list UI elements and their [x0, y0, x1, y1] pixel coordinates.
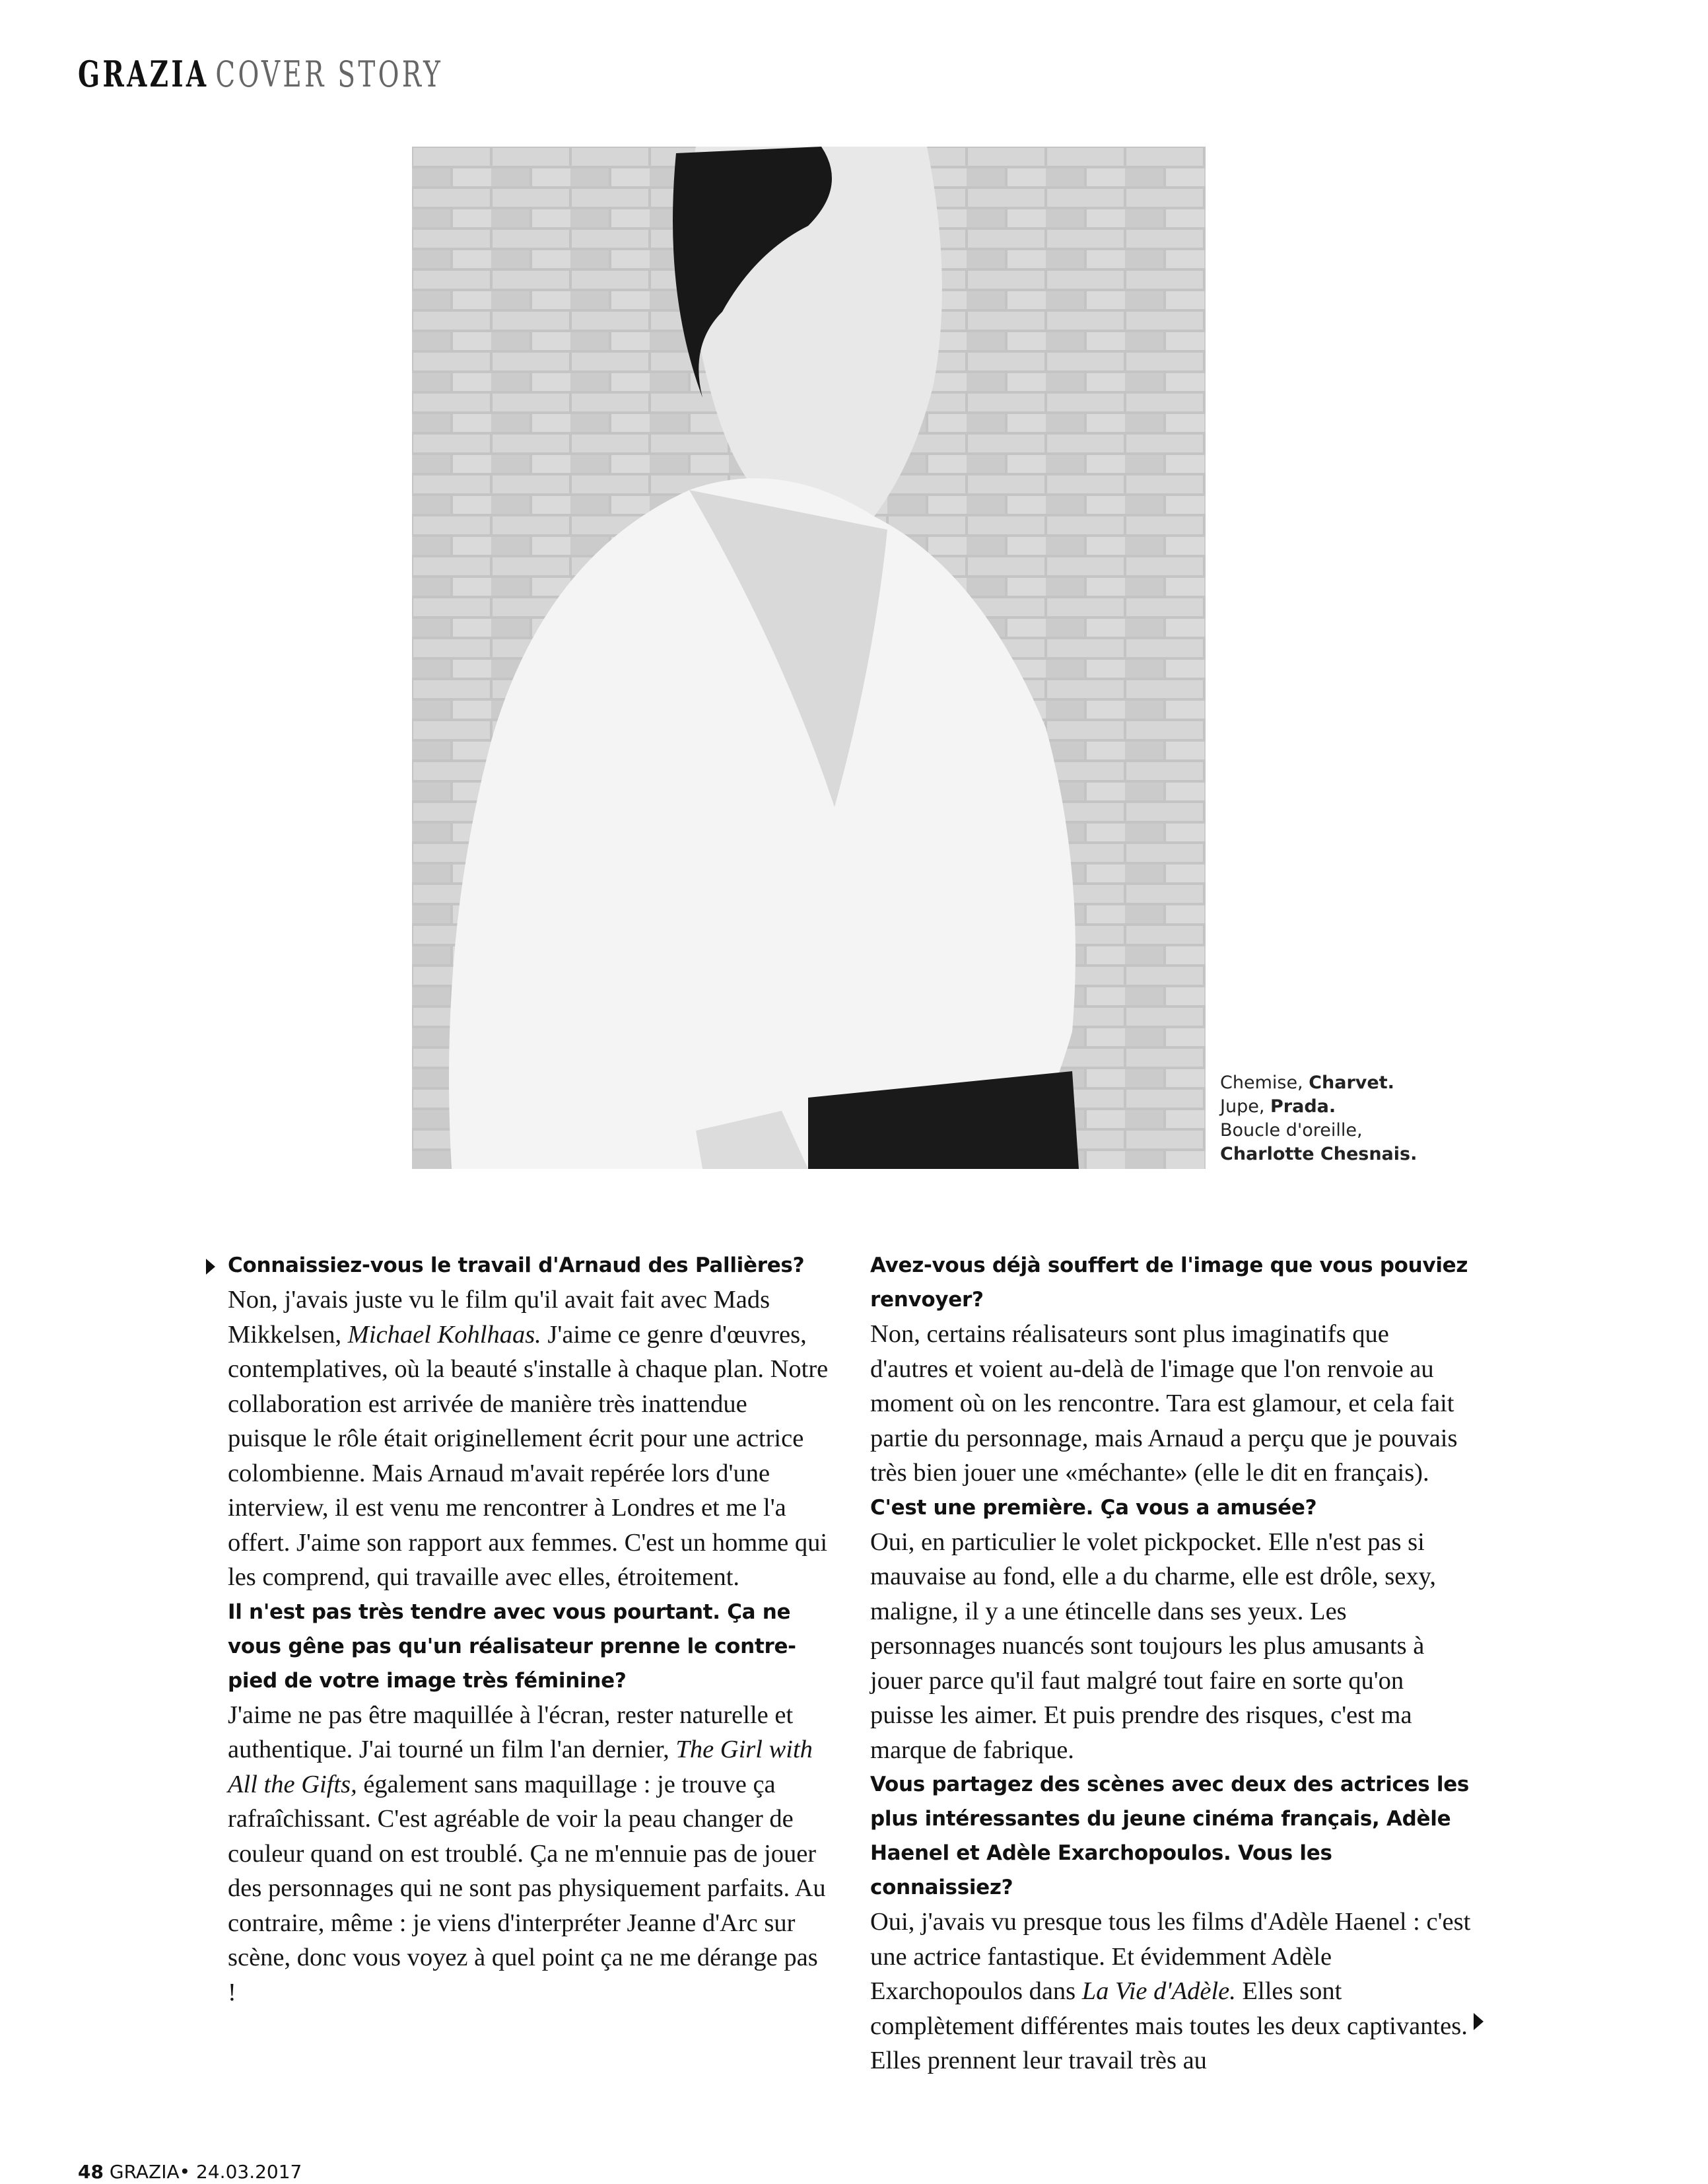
interview-answer: Oui, en particulier le volet pickpocket. Elle n'est pas si mauvaise au fond, elle a du charme, elle est drôle, sexy, maligne, il y a une étincelle dans ses yeux. Les personnages nuancés sont toujours les plus amusants à jouer parce qu'il faut malgré tout faire en sorte qu'on puisse les aimer. Et puis prendre des risques, c'est ma marque de fabrique. — [870, 1528, 1437, 1764]
caption-line — [1220, 1143, 1417, 1166]
film-title: Michael Kohlhaas. — [347, 1320, 541, 1349]
magazine-brand: GRAZIA — [78, 53, 209, 95]
running-header — [78, 53, 443, 95]
film-title: The Girl with All the Gifts, — [228, 1736, 813, 1798]
photo-illustration — [412, 147, 1206, 1169]
page-number: 48 — [78, 2161, 104, 2183]
footer-bullet: • — [179, 2161, 191, 2183]
article-column-right — [870, 1248, 1471, 2078]
caption-text: Jupe, — [1220, 1096, 1270, 1117]
issue-date: 24.03.2017 — [190, 2161, 302, 2183]
caption-line — [1220, 1095, 1417, 1119]
portrait-photo — [412, 147, 1206, 1169]
caption-brand: Prada. — [1270, 1096, 1336, 1117]
interview-answer: Non, certains réalisateurs sont plus imaginatifs que d'autres et voient au-delà de l'image que l'on renvoie au moment où on les rencontre. Tara est glamour, et cela fait partie du personnage, mais Arnaud a perçu que je pouvais très bien jouer une «méchante» (elle le dit en français). — [870, 1320, 1458, 1487]
page-footer — [78, 2161, 302, 2183]
caption-line: Boucle d'oreille, — [1220, 1120, 1363, 1141]
continue-arrow-icon — [1474, 2013, 1484, 2030]
interview-question: C'est une première. Ça vous a amusée? — [870, 1495, 1317, 1520]
interview-answer: Non, j'avais juste vu le film qu'il avait fait avec Mads Mikkelsen, Michael Kohlhaas. J'aime ce genre d'œuvres, contemplatives, où la beauté s'installe à chaque plan. Notre collaboration est arrivée de manière très inattendue puisque le rôle était originellement écrit pour une actrice colombienne. Mais Arnaud m'avait repérée lors d'une interview, il est venu me rencontrer à Londres et me l'a offert. J'aime son rapport aux femmes. C'est un homme qui les comprend, qui travaille avec elles, étroitement. — [228, 1286, 829, 1591]
caption-text: Chemise, — [1220, 1073, 1309, 1093]
caption-brand: Charvet. — [1309, 1073, 1394, 1093]
article-column-left — [228, 1248, 829, 2010]
interview-answer: J'aime ne pas être maquillée à l'écran, rester naturelle et authentique. J'ai tourné un film l'an dernier, The Girl with All the Gifts, également sans maquillage : je trouve ça rafraîchissant. C'est agréable de voir la peau changer de couleur quand on est troublé. Ça ne m'ennuie pas de jouer des personnages qui ne sont pas physiquement parfaits. Au contraire, même : je viens d'interpréter Jeanne d'Arc sur scène, donc vous voyez à quel point ça ne me dérange pas ! — [228, 1701, 826, 2006]
film-title: La Vie d'Adèle. — [1081, 1977, 1236, 2005]
caption-line — [1220, 1071, 1417, 1095]
interview-question: Il n'est pas très tendre avec vous pourtant. Ça ne vous gêne pas qu'un réalisateur prenne le contre-pied de votre image très féminine? — [228, 1600, 796, 1693]
interview-answer: Oui, j'avais vu presque tous les films d'Adèle Haenel : c'est une actrice fantastique. Et évidemment Adèle Exarchopoulos dans La Vie d'Adèle. Elles sont complètement différentes mais toutes les deux captivantes. Elles prennent leur travail très au — [870, 1908, 1471, 2074]
caption-brand: Charlotte Chesnais. — [1220, 1144, 1418, 1164]
photo-caption — [1220, 1071, 1417, 1166]
interview-question: Vous partagez des scènes avec deux des actrices les plus intéressantes du jeune cinéma français, Adèle Haenel et Adèle Exarchopoulos. Vous les connaissiez? — [870, 1773, 1470, 1899]
interview-question: Avez-vous déjà souffert de l'image que vous pouviez renvoyer? — [870, 1253, 1468, 1312]
footer-brand: GRAZIA — [103, 2161, 180, 2183]
play-arrow-icon — [206, 1259, 215, 1275]
interview-question: Connaissiez-vous le travail d'Arnaud des Pallières? — [228, 1253, 805, 1277]
section-title: COVER STORY — [215, 53, 444, 95]
